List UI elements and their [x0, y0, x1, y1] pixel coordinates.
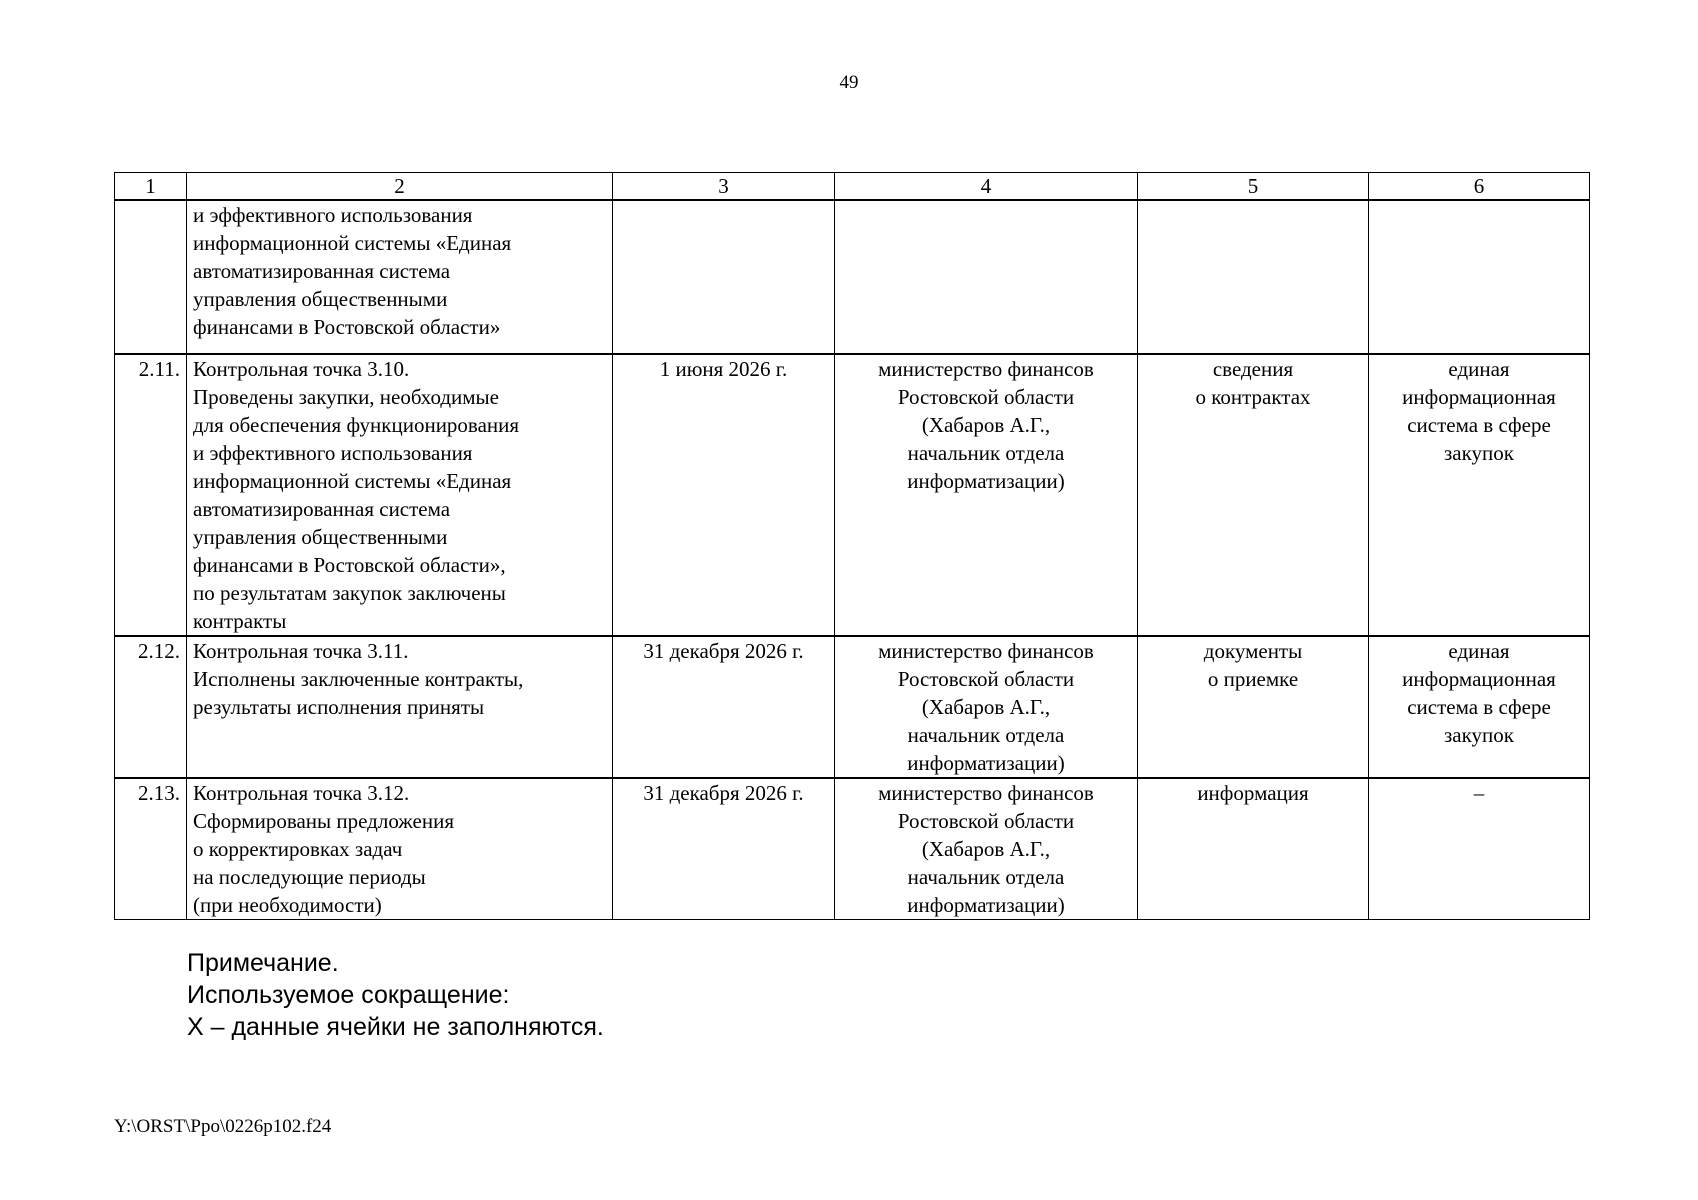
- date-text: 1 июня 2026 г.: [659, 357, 788, 381]
- row-number: 2.13.: [138, 781, 180, 805]
- system-cell: [1369, 354, 1590, 636]
- responsible-text: министерство финансов Ростовской области (Хабаров А.Г., начальник отдела информатизации): [878, 639, 1094, 775]
- note-subtitle: Используемое сокращение:: [187, 981, 510, 1009]
- column-header-6: 6: [1369, 173, 1590, 201]
- system-text: единая информационная система в сфере закупок: [1402, 357, 1556, 465]
- document-cell: [1138, 354, 1369, 636]
- system-cell: [1369, 200, 1590, 354]
- table-row: [115, 636, 1590, 778]
- row-number: 2.12.: [138, 639, 180, 663]
- responsible-cell: [835, 778, 1138, 920]
- system-text: –: [1473, 781, 1485, 805]
- date-cell: [613, 354, 835, 636]
- date-text: 31 декабря 2026 г.: [643, 639, 804, 663]
- system-cell: [1369, 778, 1590, 920]
- date-text: 31 декабря 2026 г.: [643, 781, 804, 805]
- responsible-cell: [835, 200, 1138, 354]
- responsible-text: министерство финансов Ростовской области (Хабаров А.Г., начальник отдела информатизации): [878, 781, 1094, 917]
- document-cell: [1138, 636, 1369, 778]
- document-text: информация: [1197, 781, 1309, 805]
- column-header-5: 5: [1138, 173, 1369, 201]
- table-row: [115, 200, 1590, 354]
- note-block: [187, 947, 604, 1043]
- event-cell: [187, 636, 613, 778]
- table-header-row: [115, 173, 1590, 201]
- row-number-cell: [115, 636, 187, 778]
- row-number-cell: [115, 354, 187, 636]
- document-text: сведения о контрактах: [1195, 357, 1311, 409]
- date-cell: [613, 636, 835, 778]
- file-path: Y:\ORST\Ppo\0226p102.f24: [114, 1116, 332, 1137]
- column-header-1: 1: [115, 173, 187, 201]
- event-cell: [187, 778, 613, 920]
- page-number: 49: [839, 72, 859, 93]
- responsible-text: министерство финансов Ростовской области (Хабаров А.Г., начальник отдела информатизации): [878, 357, 1094, 493]
- column-header-2: 2: [187, 173, 613, 201]
- note-title: Примечание.: [187, 949, 339, 977]
- event-text: Контрольная точка 3.12. Сформированы предложения о корректировках задач на последующие периоды (при необходимости): [193, 781, 454, 917]
- row-number-cell: [115, 778, 187, 920]
- document-cell: [1138, 200, 1369, 354]
- date-cell: [613, 778, 835, 920]
- event-text: Контрольная точка 3.10. Проведены закупки, необходимые для обеспечения функционирования и эффективного использования информационной системы «Единая автоматизированная система управления общественными финансами в Ростовской области», по результатам закупок заключены контракты: [193, 357, 520, 633]
- document-text: документы о приемке: [1203, 639, 1303, 691]
- system-cell: [1369, 636, 1590, 778]
- document-cell: [1138, 778, 1369, 920]
- row-number-cell: [115, 200, 187, 354]
- event-cell: [187, 354, 613, 636]
- table-row: [115, 778, 1590, 920]
- responsible-cell: [835, 354, 1138, 636]
- responsible-cell: [835, 636, 1138, 778]
- table-row: [115, 354, 1590, 636]
- event-cell: [187, 200, 613, 354]
- column-header-4: 4: [835, 173, 1138, 201]
- event-text: и эффективного использования информационной системы «Единая автоматизированная система управления общественными финансами в Ростовской области»: [193, 203, 512, 339]
- system-text: единая информационная система в сфере закупок: [1402, 639, 1556, 747]
- date-cell: [613, 200, 835, 354]
- column-header-3: 3: [613, 173, 835, 201]
- plan-table: [114, 172, 1590, 920]
- event-text: Контрольная точка 3.11. Исполнены заключенные контракты, результаты исполнения приняты: [193, 639, 524, 719]
- row-number: 2.11.: [138, 357, 180, 381]
- note-abbreviation-line: Х – данные ячейки не заполняются.: [187, 1013, 604, 1041]
